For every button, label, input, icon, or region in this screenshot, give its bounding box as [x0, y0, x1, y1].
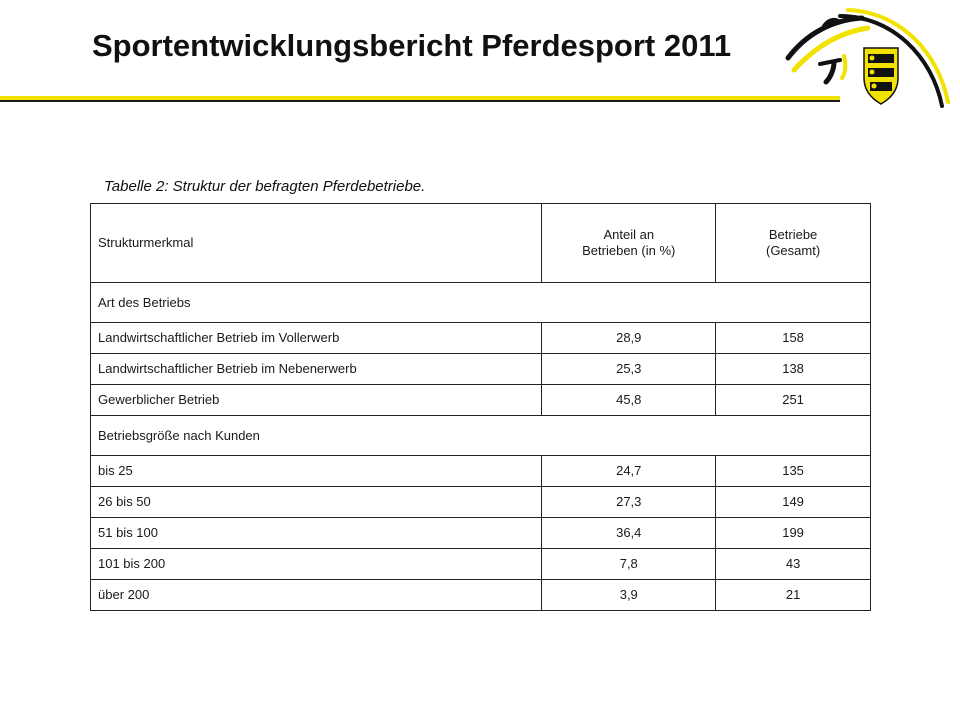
header-share-line1: Anteil an — [603, 227, 655, 242]
table-section-row — [91, 416, 871, 456]
coat-of-arms-lions-logo — [782, 6, 952, 114]
row-label: bis 25 — [91, 456, 542, 487]
row-count: 158 — [716, 323, 871, 354]
row-share: 25,3 — [542, 354, 716, 385]
row-label: über 200 — [91, 580, 542, 611]
row-count: 251 — [716, 385, 871, 416]
row-share: 24,7 — [542, 456, 716, 487]
header-feature: Strukturmerkmal — [91, 204, 542, 283]
table-caption: Tabelle 2: Struktur der befragten Pferdebetriebe. — [104, 178, 426, 195]
row-count: 135 — [716, 456, 871, 487]
table-row — [91, 354, 871, 385]
row-label: 26 bis 50 — [91, 487, 542, 518]
table-row — [91, 518, 871, 549]
table-row — [91, 456, 871, 487]
header-share-line2: Betrieben (in %) — [582, 243, 676, 258]
row-share: 7,8 — [542, 549, 716, 580]
row-count: 199 — [716, 518, 871, 549]
row-label: Landwirtschaftlicher Betrieb im Vollerwerb — [91, 323, 542, 354]
row-share: 45,8 — [542, 385, 716, 416]
row-share: 36,4 — [542, 518, 716, 549]
row-count: 138 — [716, 354, 871, 385]
header-count-line1: Betriebe — [768, 227, 818, 242]
table-header-row — [91, 204, 871, 283]
table-row — [91, 385, 871, 416]
table-section-row — [91, 283, 871, 323]
row-label: 51 bis 100 — [91, 518, 542, 549]
table-row — [91, 549, 871, 580]
row-share: 3,9 — [542, 580, 716, 611]
row-count: 21 — [716, 580, 871, 611]
table-row — [91, 580, 871, 611]
row-label: 101 bis 200 — [91, 549, 542, 580]
structure-table — [90, 203, 871, 611]
row-share: 28,9 — [542, 323, 716, 354]
section-label: Betriebsgröße nach Kunden — [91, 416, 871, 456]
header-share — [542, 204, 716, 283]
page-title: Sportentwicklungsbericht Pferdesport 2011 — [92, 28, 732, 63]
row-count: 43 — [716, 549, 871, 580]
section-label: Art des Betriebs — [91, 283, 871, 323]
header-divider — [0, 96, 840, 103]
row-share: 27,3 — [542, 487, 716, 518]
table-row — [91, 323, 871, 354]
header-count — [716, 204, 871, 283]
row-label: Landwirtschaftlicher Betrieb im Nebenerwerb — [91, 354, 542, 385]
table-row — [91, 487, 871, 518]
header-black-stripe — [0, 100, 840, 102]
row-count: 149 — [716, 487, 871, 518]
row-label: Gewerblicher Betrieb — [91, 385, 542, 416]
header-count-line2: (Gesamt) — [765, 243, 821, 258]
